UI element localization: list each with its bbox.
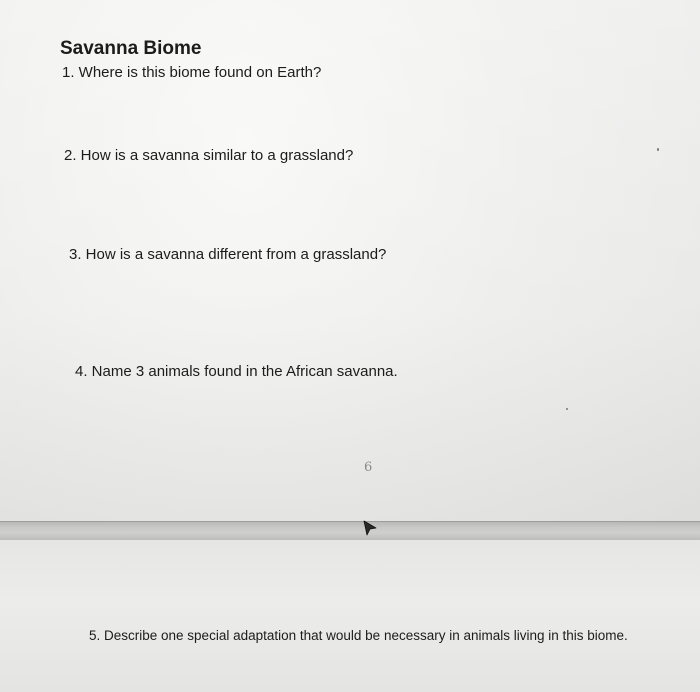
question-5: 5. Describe one special adaptation that would be necessary in animals living in this biome. <box>89 628 628 643</box>
question-3: 3. How is a savanna different from a grassland? <box>69 246 387 263</box>
question-1: 1. Where is this biome found on Earth? <box>62 64 322 81</box>
worksheet-page-lower <box>0 540 700 692</box>
paper-speck <box>657 148 659 151</box>
page-number: 6 <box>364 460 373 475</box>
question-2: 2. How is a savanna similar to a grassland? <box>64 147 354 164</box>
question-4: 4. Name 3 animals found in the African savanna. <box>75 363 398 380</box>
page-break-separator[interactable] <box>0 521 700 541</box>
mouse-pointer-icon <box>362 519 378 537</box>
paper-speck <box>566 408 568 410</box>
document-title: Savanna Biome <box>60 38 202 59</box>
